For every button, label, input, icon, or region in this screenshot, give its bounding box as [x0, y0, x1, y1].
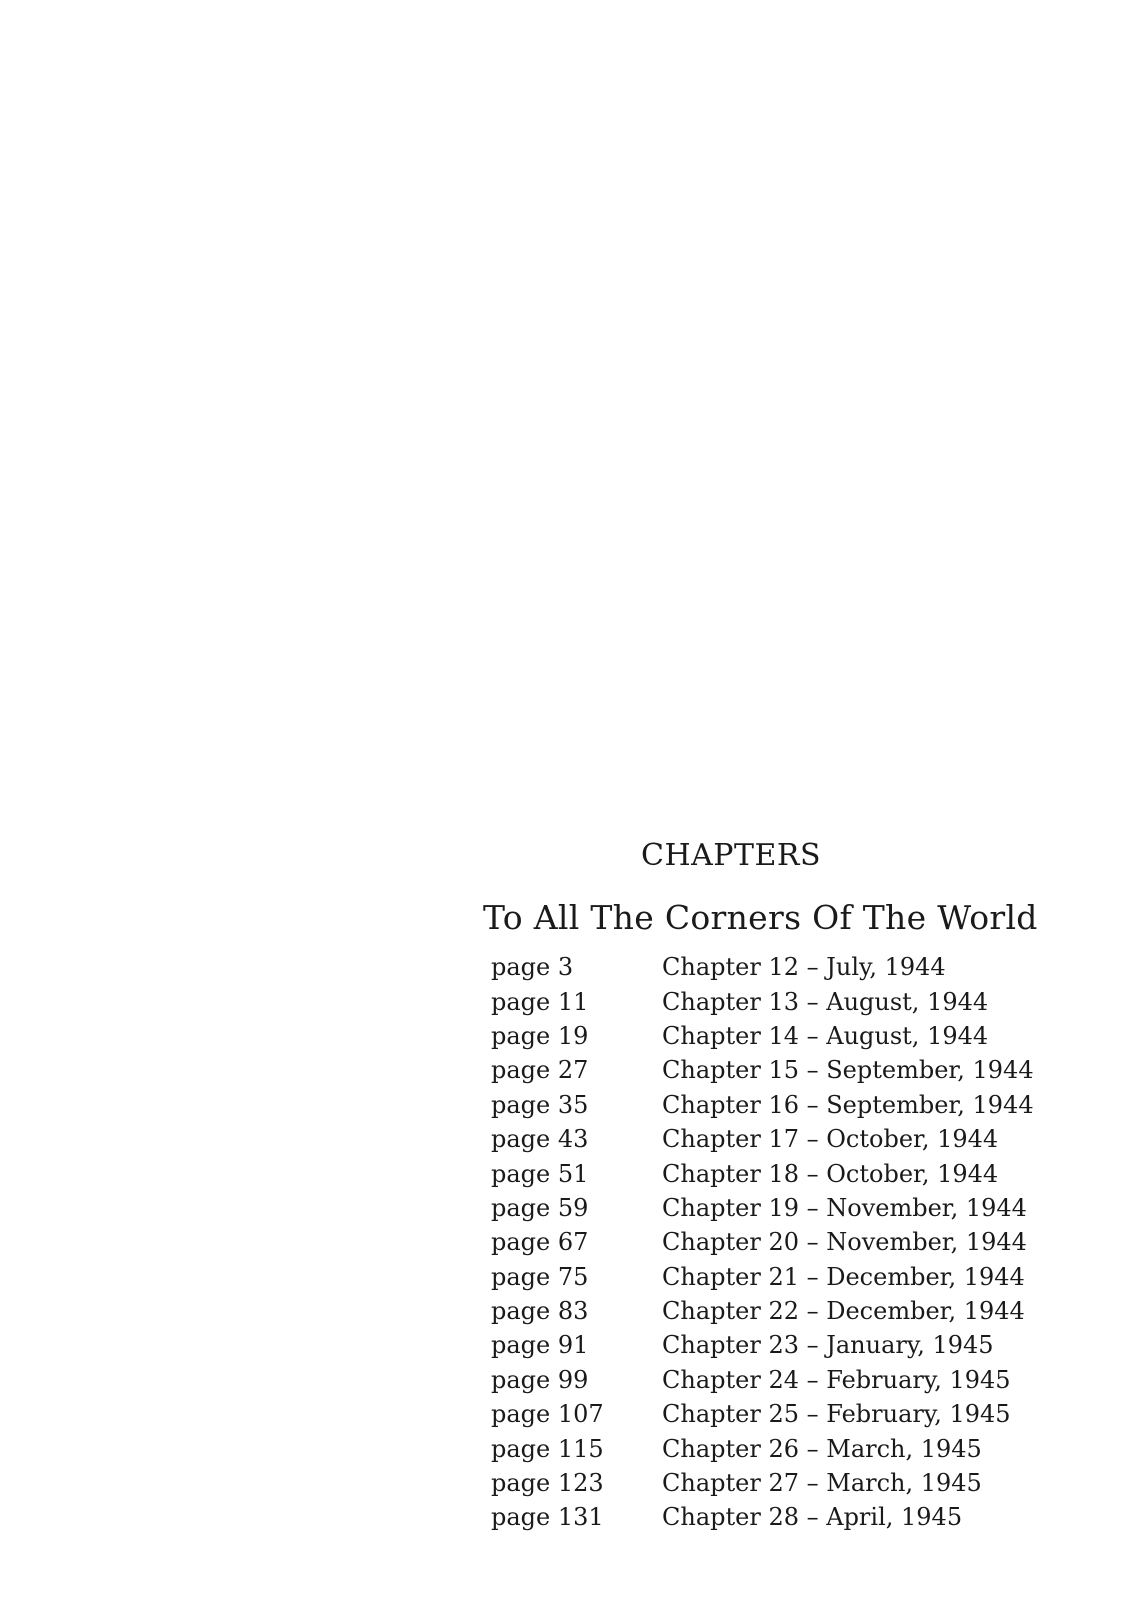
- toc-chapter-title: Chapter 16 – September, 1944: [662, 1090, 1034, 1119]
- toc-row: [491, 1294, 1051, 1328]
- toc-chapter-title: Chapter 12 – July, 1944: [662, 953, 946, 982]
- toc-chapter-title: Chapter 20 – November, 1944: [662, 1228, 1027, 1257]
- toc-chapter-title: Chapter 26 – March, 1945: [662, 1434, 982, 1463]
- toc-chapter-title: Chapter 23 – January, 1945: [662, 1331, 994, 1360]
- page-heading: CHAPTERS: [641, 838, 822, 873]
- toc-row: [491, 1053, 1051, 1087]
- toc-page-number: page 11: [491, 987, 589, 1016]
- toc-row: [491, 950, 1051, 984]
- toc-page-number: page 51: [491, 1159, 589, 1188]
- toc-page-number: page 115: [491, 1434, 604, 1463]
- toc-page-number: page 67: [491, 1228, 589, 1257]
- toc-page-number: page 27: [491, 1056, 589, 1085]
- toc-page-number: page 83: [491, 1297, 589, 1326]
- toc-chapter-title: Chapter 14 – August, 1944: [662, 1021, 989, 1050]
- toc-chapter-title: Chapter 15 – September, 1944: [662, 1056, 1034, 1085]
- toc-row: [491, 1088, 1051, 1122]
- toc-row: [491, 1397, 1051, 1431]
- toc-row: [491, 1466, 1051, 1500]
- toc-chapter-title: Chapter 18 – October, 1944: [662, 1159, 999, 1188]
- toc-chapter-title: Chapter 24 – February, 1945: [662, 1365, 1011, 1394]
- toc-row: [491, 1363, 1051, 1397]
- toc-chapter-title: Chapter 17 – October, 1944: [662, 1125, 999, 1154]
- toc-page-number: page 91: [491, 1331, 589, 1360]
- toc-chapter-title: Chapter 28 – April, 1945: [662, 1503, 963, 1532]
- toc-page-number: page 99: [491, 1365, 589, 1394]
- toc-chapter-title: Chapter 13 – August, 1944: [662, 987, 989, 1016]
- toc-row: [491, 1431, 1051, 1465]
- toc-page-number: page 75: [491, 1262, 589, 1291]
- table-of-contents: [491, 950, 1051, 1535]
- page-subtitle: To All The Corners Of The World: [483, 898, 1038, 937]
- toc-row: [491, 1122, 1051, 1156]
- toc-chapter-title: Chapter 22 – December, 1944: [662, 1297, 1025, 1326]
- toc-chapter-title: Chapter 21 – December, 1944: [662, 1262, 1025, 1291]
- toc-page-number: page 131: [491, 1503, 604, 1532]
- toc-chapter-title: Chapter 27 – March, 1945: [662, 1469, 982, 1498]
- toc-chapter-title: Chapter 25 – February, 1945: [662, 1400, 1011, 1429]
- toc-page-number: page 43: [491, 1125, 589, 1154]
- toc-page-number: page 19: [491, 1021, 589, 1050]
- toc-page-number: page 3: [491, 953, 574, 982]
- toc-chapter-title: Chapter 19 – November, 1944: [662, 1193, 1027, 1222]
- toc-row: [491, 1328, 1051, 1362]
- toc-row: [491, 1019, 1051, 1053]
- toc-row: [491, 1260, 1051, 1294]
- toc-page-number: page 123: [491, 1469, 604, 1498]
- toc-row: [491, 1156, 1051, 1190]
- toc-row: [491, 1191, 1051, 1225]
- toc-page-number: page 59: [491, 1193, 589, 1222]
- toc-row: [491, 1500, 1051, 1534]
- toc-row: [491, 1225, 1051, 1259]
- toc-page-number: page 35: [491, 1090, 589, 1119]
- toc-row: [491, 984, 1051, 1018]
- toc-page-number: page 107: [491, 1400, 604, 1429]
